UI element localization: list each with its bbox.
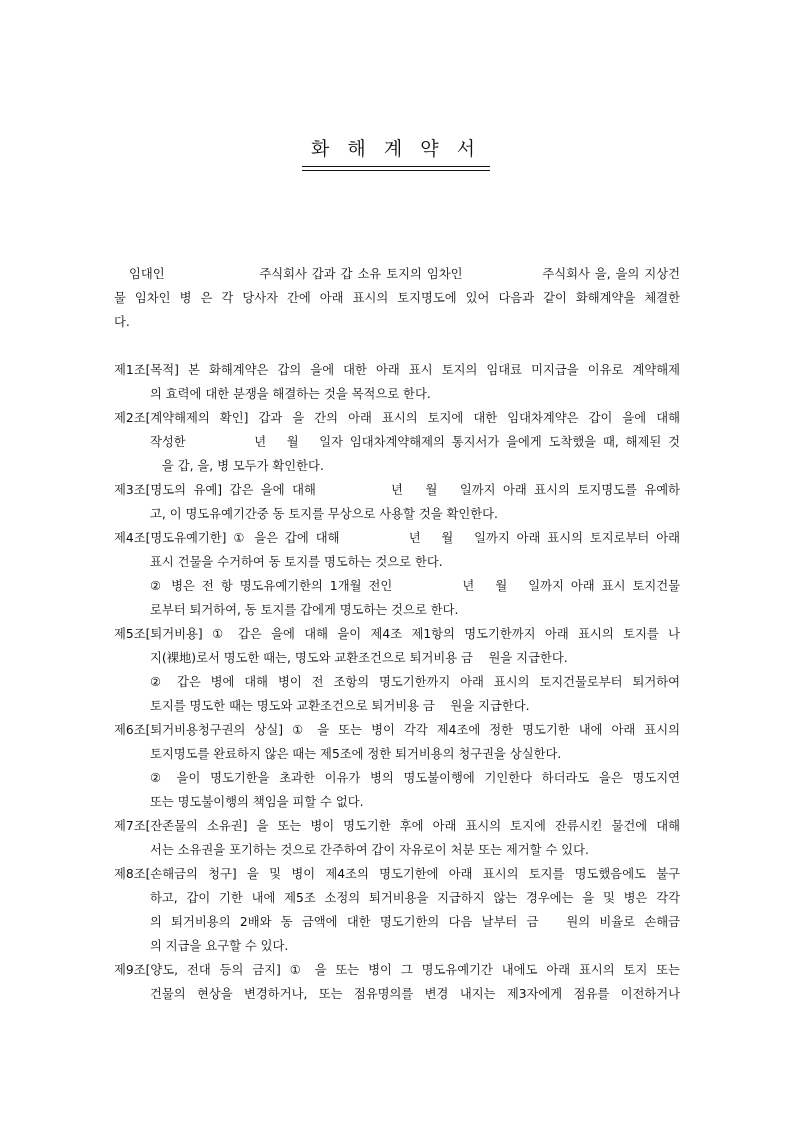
intro-paragraph bbox=[114, 262, 680, 334]
article-5-line: 토지를 명도한 때는 명도와 교환조건으로 퇴거비용 금 원을 지급한다. bbox=[150, 699, 530, 713]
article-3-line: 고, 이 명도유예기간중 동 토지를 무상으로 사용할 것을 확인한다. bbox=[150, 507, 498, 521]
article-9-line: 건물의 현상을 변경하거나, 또는 점유명의를 변경 내지는 제3자에게 점유를 이전하거나 bbox=[150, 987, 680, 1001]
article-4-line: 제4조[명도유예기한] ① 을은 갑에 대해 년 월 일까지 아래 표시의 토지로부터 아래 bbox=[114, 531, 680, 545]
article-8-line: 하고, 갑이 기한 내에 제5조 소정의 퇴거비용을 지급하지 않는 경우에는 을 및 병은 각각 bbox=[150, 891, 680, 905]
intro-line: 다. bbox=[114, 315, 130, 329]
article-5-line: ② 갑은 병에 대해 병이 전 조항의 명도기한까지 아래 표시의 토지건물로부터 퇴거하여 bbox=[150, 675, 680, 689]
article-8-line: 제8조[손해금의 청구] 을 및 병이 제4조의 명도기한에 아래 표시의 토지를 명도했음에도 불구 bbox=[114, 867, 680, 881]
article-4-line: ② 병은 전 항 명도유예기한의 1개월 전인 년 월 일까지 아래 표시 토지건물 bbox=[150, 579, 680, 593]
article-8-line: 의 퇴거비용의 2배와 동 금액에 대한 명도기한의 다음 날부터 금 원의 비율로 손해금 bbox=[150, 915, 680, 929]
article-5-line: 제5조[퇴거비용] ① 갑은 을에 대해 을이 제4조 제1항의 명도기한까지 아래 표시의 토지를 나 bbox=[114, 627, 680, 641]
intro-line: 임대인 주식회사 갑과 갑 소유 토지의 임차인 주식회사 을, 을의 지상건 bbox=[114, 267, 680, 281]
article-1-line: 제1조[목적] 본 화해계약은 갑의 을에 대한 아래 표시 토지의 임대료 미지급을 이유로 계약해제 bbox=[114, 363, 680, 377]
article-7-line: 서는 소유권을 포기하는 것으로 간주하여 갑이 자유로이 처분 또는 제거할 수 있다. bbox=[150, 843, 589, 857]
article-7-line: 제7조[잔존물의 소유권] 을 또는 병이 명도기한 후에 아래 표시의 토지에 잔류시킨 물건에 대해 bbox=[114, 819, 680, 833]
article-6-line: 제6조[퇴거비용청구권의 상실] ① 을 또는 병이 각각 제4조에 정한 명도기한 내에 아래 표시의 bbox=[114, 723, 680, 737]
document-title: 화 해 계 약 서 bbox=[302, 136, 490, 167]
article-6-line: 토지명도를 완료하지 않은 때는 제5조에 정한 퇴거비용의 청구권을 상실한다. bbox=[150, 747, 562, 761]
title-block bbox=[302, 136, 490, 167]
article-9-line: 제9조[양도, 전대 등의 금지] ① 을 또는 병이 그 명도유예기간 내에도 아래 표시의 토지 또는 bbox=[114, 963, 680, 977]
article-2-line: 을 갑, 을, 병 모두가 확인한다. bbox=[158, 459, 324, 473]
article-3-line: 제3조[명도의 유예] 갑은 을에 대해 년 월 일까지 아래 표시의 토지명도를 유예하 bbox=[114, 483, 680, 497]
article-4-line: 표시 건물을 수거하여 동 토지를 명도하는 것으로 한다. bbox=[150, 555, 443, 569]
article-6-line: 또는 명도불이행의 책임을 피할 수 없다. bbox=[150, 795, 364, 809]
article-6-line: ② 을이 명도기한을 초과한 이유가 병의 명도불이행에 기인한다 하더라도 을은 명도지연 bbox=[150, 771, 680, 785]
intro-line: 물 임차인 병 은 각 당사자 간에 아래 표시의 토지명도에 있어 다음과 같이 화해계약을 체결한 bbox=[114, 291, 680, 305]
article-1-line: 의 효력에 대한 분쟁을 해결하는 것을 목적으로 한다. bbox=[150, 387, 431, 401]
article-2-line: 제2조[계약해제의 확인] 갑과 을 간의 아래 표시의 토지에 대한 임대차계약은 갑이 을에 대해 bbox=[114, 411, 680, 425]
articles bbox=[114, 358, 680, 1006]
article-2-line: 작성한 년 월 일자 임대차계약해제의 통지서가 을에게 도착했을 때, 해제된 것 bbox=[150, 435, 680, 449]
article-8-line: 의 지급을 요구할 수 있다. bbox=[150, 939, 289, 953]
article-4-line: 로부터 퇴거하여, 동 토지를 갑에게 명도하는 것으로 한다. bbox=[150, 603, 459, 617]
article-5-line: 지(裸地)로서 명도한 때는, 명도와 교환조건으로 퇴거비용 금 원을 지급한다. bbox=[150, 651, 568, 665]
